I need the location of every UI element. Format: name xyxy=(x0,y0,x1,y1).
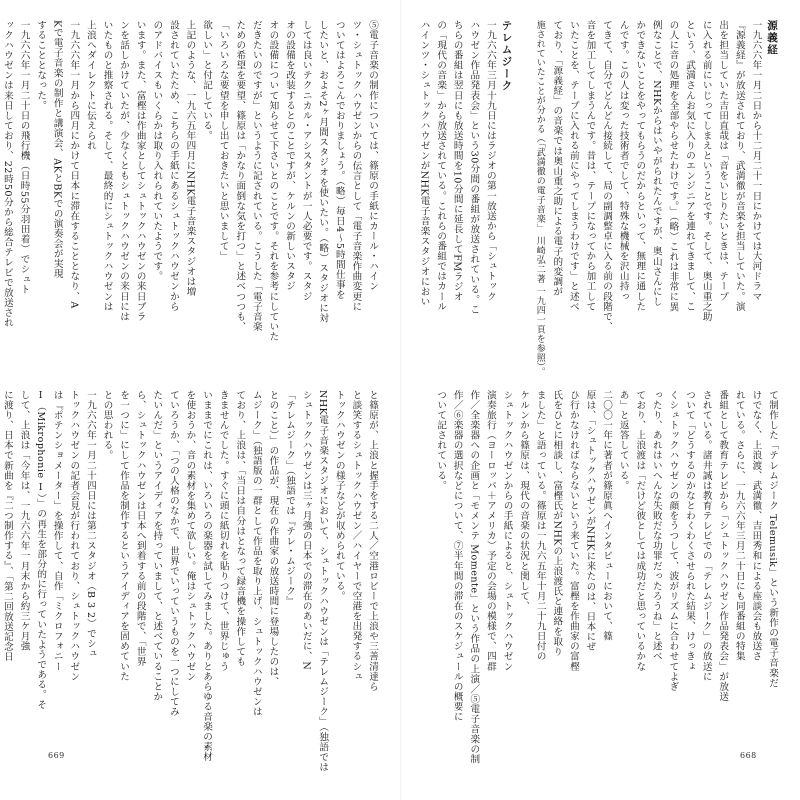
text-column: 「いろいろな要望を申し出ておきたいと思いまして」 xyxy=(217,20,229,262)
text-column: ら、シュトックハウゼンは日本へ到着する前の段階で、「世界 xyxy=(134,390,146,667)
section-heading: テレムジーク xyxy=(500,20,513,92)
text-column: 「テレムジーク」（独語では『テレ・ムジーク』 xyxy=(284,390,296,607)
text-column: ちらの番組は翌日にも放送時間を10分間に延長してFMラジオ xyxy=(451,20,463,302)
text-column: ⑤電子音楽の制作については、篠原の手紙にカール・ハイン xyxy=(367,20,378,292)
text-column: かできないことをやってもらうのだからといって、無理に通した xyxy=(634,20,646,312)
text-column: ハウゼン作品発表会」という30分間の番組が放送されている。こ xyxy=(468,20,480,315)
text-column: ったり、あれはいへんな失敗だな功罪だったろうね」と述べ xyxy=(650,390,662,662)
text-column: を使おうか、音の素材を集めて欲しい。俺はシュトックハウゼン xyxy=(184,390,196,682)
text-column: 上記のような、一九六五年四月にNHK電子音楽スタジオは増 xyxy=(184,20,196,297)
text-column: ムジーク」（独語版の一群として作品を取り上げ、シュトックハウゼンは xyxy=(250,390,262,717)
text-column: との思われる。 xyxy=(101,390,113,461)
text-column: 設されていたため、こちらの手紙にあるシュトックハウゼンから xyxy=(167,20,179,312)
text-column: れている。さらに、一九六六年三月二十日にも同番組の特集 xyxy=(733,390,745,662)
text-column: 『源義経』が放送されており、武満徹が音楽を担当していた。演 xyxy=(733,20,745,312)
text-column: 一九六六年一月二十四日には第二スタジオ（B 3 2）でシュ xyxy=(84,390,96,659)
text-column: トックハウゼンの様子などが収められている。 xyxy=(333,390,345,602)
text-column: あ」と返答している。 xyxy=(617,390,629,491)
text-column: ました」と語っている。篠原は一九六五年十月二十九日付の xyxy=(534,390,546,662)
text-column: シュトックハウゼンは三ヶ月強の日本での滞在のあいだに、N xyxy=(300,390,312,671)
text-column: けでなく、上浪渡、武満徹、吉田秀和による座談会も放送さ xyxy=(750,390,762,662)
text-column: て制作した「テレムジーク Telemusik」という新作の電子音楽だ xyxy=(767,390,778,688)
text-column: ツ・シュトックハウゼンからの伝言として「電子音楽作曲変更に xyxy=(350,20,362,312)
text-column: 二〇〇一年に著者が篠原眞へインタビューにおいて、篠 xyxy=(601,390,613,642)
page-number-left: 669 xyxy=(48,751,65,760)
text-column: 作／全楽器への企画と「モメンテ Momente」という作品の上演／⑤電子音楽の制 xyxy=(468,390,480,765)
text-column: たいんだ」というアイディアを持っていまして、と述べていることか xyxy=(151,390,163,702)
text-column: という、武満さんお気に入りのエンジニアを連れてきまして、こ xyxy=(684,20,696,312)
text-column: いたものと推察される。そして、最終的にシュトックハウゼンは xyxy=(101,20,113,312)
text-column: のアドバイスもいくらかは取り入れられていたようです。 xyxy=(151,20,163,282)
text-column: ンを話しかけていたが、少なくともシュトックハウゼンの来日には xyxy=(118,20,130,322)
text-column: 原は、「シュトックハウゼンがNHKに来たのは、日本にぜ xyxy=(584,390,596,652)
text-column: 一九六六年一月二日から十二月二十一日にかけては大河ドラマ xyxy=(750,20,762,302)
text-column: 氏をひとに相談し、富樫氏がNHKの上浪渡氏と連絡を取り xyxy=(551,390,563,657)
text-column: ており、「源義経」の音楽では奥山重之助による電子的変調が xyxy=(551,20,563,297)
text-column: ついて「どうするのかなとわくわくさせられた結果、けっきょ xyxy=(684,390,696,672)
text-column: んです。この人は変った技術者でして、特殊な機械を沢山持っ xyxy=(617,20,629,302)
text-column: ており、上浪は、「当日は自分はとなって録音機を操作しても xyxy=(234,390,246,667)
text-column: ひ行かなければならないという来ていた。富樫を作曲家の富樫 xyxy=(567,390,579,672)
text-column: と篠原が、上浪と握手をする二人／空港ロビーで上浪や三善清達ら xyxy=(367,390,378,692)
text-column: ており、上浪渡は「だけど彼としては成功だと思っているかな xyxy=(634,390,646,672)
text-column: されている。諸井誠は教育テレビでの「テレムジーク」の放送に xyxy=(700,390,712,682)
text-column: 欲しい」と付記している。 xyxy=(201,20,213,141)
left-upper-text-block xyxy=(1,20,380,370)
text-column: てきて、自分でどんどん接続して、局の副調整卓に入る前の段階で、 xyxy=(601,20,613,332)
text-column: することとなった。 xyxy=(35,20,47,111)
text-column xyxy=(515,20,532,370)
text-column: 施されていたことが分かる（「武満徹の電子音楽」 川崎弘二著 一九四一頁を参照）。 xyxy=(534,20,545,377)
text-column: だきたいのですが」というように記されている。こうした「電子音楽 xyxy=(250,20,262,332)
text-column: して、上浪は「今年は、一九六六年一月末から約三ケ月強 xyxy=(18,390,30,652)
text-column: 音を加工してしまうんです。昔は、テープになってから加工して xyxy=(584,20,596,312)
text-column: 一九六六年一月から四月にかけて日本に滞在することとなり、A xyxy=(68,20,80,309)
text-column: は『ポテンショメーター」を操作して、自作「ミクロフォニー xyxy=(51,390,63,672)
text-column: 一九六六年一月二十日の飛行機（日時55分羽田着）でシュト xyxy=(18,20,30,295)
text-column: ていろうか、「つの人格のなかで、世界でいっていうものを一つにしてみ xyxy=(167,390,179,717)
text-column: います。また、富樫は作曲家としてシュトックハウゼンの来日ブラ xyxy=(134,20,146,322)
right-page xyxy=(400,0,800,800)
text-column: オの設備を改装するとのことですが、ケルンの新しいスタジ xyxy=(284,20,296,292)
text-column: Ⅰ（Mikrophonie Ⅰ）」の再生を部分的に行っていたようである。そ xyxy=(35,390,47,710)
text-column: の「現代の音楽」から放送されている。これらの番組ではカール xyxy=(435,20,447,312)
text-column: オの設備について知らせて下さいとのことです。それを参考にしていた xyxy=(267,20,279,342)
text-column: の人に音の処理を全部やらせたわけです。」（略）これは非常に異 xyxy=(667,20,679,312)
text-column: きませんでした。すぐに頭に紙切れを貼りつけて、世界じゅう xyxy=(217,390,229,672)
text-column: しては良いテクニカル・アシスタントが一人必要です。スタジ xyxy=(300,20,312,302)
text-column: ついて記されている。 xyxy=(435,390,447,491)
text-column: シュトックハウゼンからの手紙によると、シュトックハウゼン xyxy=(501,390,513,672)
text-column: ケルンから篠原は、現代の音楽の状況と関して、 xyxy=(518,390,530,612)
page-number-right: 668 xyxy=(740,751,757,760)
text-column: したいと、およそ2ヶ月間スタジオを使いたい。（略）スタジオに対 xyxy=(317,20,329,324)
text-column: トックハウゼンの記者会見が行われており、シュトックハウゼン xyxy=(68,390,80,682)
text-column: と談笑するシュトックハウゼン／ハイヤーで空港を出発するシュ xyxy=(350,390,362,682)
text-column: いたことを、テープに入れる前にやってしまうわけです」と述べ xyxy=(567,20,579,312)
section-heading: 源義経 xyxy=(766,20,778,56)
right-upper-text-block xyxy=(415,20,780,377)
text-column: 作／⑥楽器の選択などについて、⑦半年間の滞在のスケジュールの概要に xyxy=(451,390,463,722)
text-column: とのこと）」の作品が、現在の作曲家の放送時間に登場したのは、 xyxy=(267,390,279,687)
text-column: に渡り、日本で新曲を『二つ制作する』、「第二回放送記念日 xyxy=(1,390,13,662)
text-column: Kで電子音楽の制作と講演会、AKとBKでの演奏会が実現 xyxy=(51,20,63,279)
text-column: ックハウゼンは来日しており、22時50分から総合テレビで放送され xyxy=(1,20,13,328)
text-column: 上浪へダイレクトに伝えられ xyxy=(84,20,96,151)
text-column: 番組として教育テレビから「シュトックハウゼン作品発表会」が放送 xyxy=(717,390,729,702)
text-column: ための希望を要望、篠原は「かなり面倒な気を打つ」と述べつつも、 xyxy=(234,20,246,332)
text-column: を一つに」にして作品を制作するというアイディアを固めていた xyxy=(118,390,130,682)
text-column: 例なことで、NHKからはいやがられたんですが、奥山さんにし xyxy=(650,20,662,307)
text-column: ハインツ・シュトックハウゼンがNHK電子音楽スタジオにおい xyxy=(418,20,430,307)
text-column: くシュトックハウゼンの顔をうつして、波がリズムに合わせてよぎ xyxy=(667,390,679,692)
text-column: 演奏旅行（ヨーロッパ＋アメリカ）予定の会場の模様で、四群 xyxy=(484,390,496,672)
text-column: 一九六六年三月十九日にはラジオの第一放送から「シュトック xyxy=(484,20,496,302)
text-column: ついてはよろこんでおりましょう。（略）毎日4〜5時間仕事を xyxy=(333,20,345,300)
text-column: いままでにこれは、いろいろの楽器を試してみました。ありとあらゆる音楽の素材 xyxy=(201,390,213,762)
text-column: 出を担当していた吉田直哉は「音をいじりたいときは、テープ xyxy=(717,20,729,302)
text-column: NHK電子音楽スタジオにおいて、シュトックハウゼンは「テレムジーク」（独語では xyxy=(317,390,329,773)
text-column: に入れる前にいじってしまえということです。そして、奥山重之助 xyxy=(700,20,712,322)
